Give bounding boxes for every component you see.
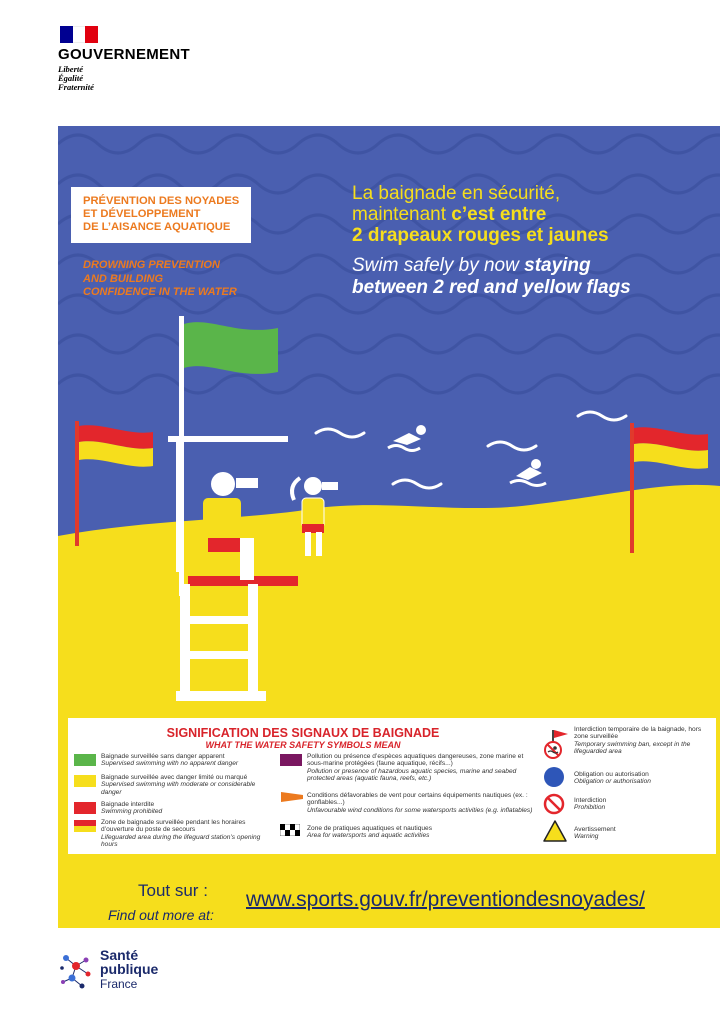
headline-fr-line3 xyxy=(352,225,609,246)
yellow-flag-swatch xyxy=(74,775,96,787)
legend-item-en: Lifeguarded area during the lifeguard station’s opening hours xyxy=(101,833,261,849)
legend-item-en: Area for watersports and aquatic activities xyxy=(307,832,430,840)
legend-item xyxy=(574,797,716,812)
headline-en-line2 xyxy=(352,277,631,299)
legend-item xyxy=(101,819,276,849)
sante-publique-france-network-icon xyxy=(58,948,94,994)
motto-egalite: Égalité xyxy=(58,73,84,83)
legend-item-fr: Baignade surveillée sans danger apparent xyxy=(101,753,225,760)
headline-fr-line2 xyxy=(352,204,609,225)
headline-en-line1-b: staying xyxy=(524,255,591,276)
legend-item-fr: Obligation ou autorisation xyxy=(574,771,649,778)
legend-item-fr: Conditions défavorables de vent pour certains équipements nautiques (ex. : gonflables...) xyxy=(307,792,528,807)
government-motto xyxy=(58,65,190,92)
legend-item-en: Unfavourable wind conditions for some watersports activities (e.g. inflatables) xyxy=(307,806,533,814)
legend-item-fr: Zone de pratiques aquatiques et nautiques xyxy=(307,825,433,832)
legend-item-en: Swimming prohibited xyxy=(101,808,163,816)
legend-item-en: Supervised swimming with no apparent danger xyxy=(101,760,239,768)
headline-en xyxy=(352,255,631,299)
legend-item-en: Pollution or presence of hazardous aquatic species, marine and seabed protected areas (aquatic fauna, reefs, etc.) xyxy=(307,767,517,783)
headline-fr-line1: La baignade en sécurité, xyxy=(352,183,561,204)
checkered-flag-icon xyxy=(280,824,300,836)
headline-en-line2-text: between 2 red and yellow flags xyxy=(352,277,631,298)
headline-fr-line2-b: c’est entre xyxy=(451,204,547,225)
temporary-swimming-ban-icon xyxy=(542,728,578,760)
spf-line2: publique xyxy=(100,961,159,977)
program-title-fr: PRÉVENTION DES NOYADES ET DÉVELOPPEMENT DE L’AISANCE AQUATIQUE xyxy=(83,195,240,233)
legend-item-en: Temporary swimming ban, except in the lifeguarded area xyxy=(574,740,691,756)
legend-item-en: Warning xyxy=(574,833,599,841)
headline-en-line1-a: Swim safely by now xyxy=(352,255,525,276)
sante-publique-france-name xyxy=(100,948,158,991)
legend-item-fr: Baignade surveillée avec danger limité ou marqué xyxy=(101,774,248,781)
find-out-more-fr: Tout sur : xyxy=(138,881,208,900)
prohibition-icon xyxy=(543,793,565,815)
spf-line1: Santé xyxy=(100,947,139,963)
windsock-icon xyxy=(280,790,304,804)
motto-liberte: Liberté xyxy=(58,64,84,74)
legend-item xyxy=(574,726,716,756)
legend-item xyxy=(307,753,539,783)
red-yellow-flag-swatch xyxy=(74,820,96,832)
warning-triangle-icon xyxy=(542,819,568,843)
red-flag-swatch xyxy=(74,802,96,814)
legend-item xyxy=(574,826,716,841)
headline-fr-line3-text: 2 drapeaux rouges et jaunes xyxy=(352,225,609,246)
legend-item-fr: Pollution ou présence d’espèces aquatiques dangereuses, zone marine et sous-marine protégées (faune aquatique, récifs...) xyxy=(307,753,524,768)
legend-item-en: Supervised swimming with moderate or considerable danger xyxy=(101,781,256,796)
legend-panel xyxy=(68,718,716,854)
legend-subtitle: WHAT THE WATER SAFETY SYMBOLS MEAN xyxy=(205,740,401,750)
motto-fraternite: Fraternité xyxy=(58,82,94,92)
legend-item-en: Prohibition xyxy=(574,804,606,812)
legend-item xyxy=(307,792,539,814)
legend-item xyxy=(101,774,266,796)
french-flag-icon xyxy=(60,26,98,43)
legend-item xyxy=(101,801,266,816)
legend-item-fr: Baignade interdite xyxy=(101,801,155,808)
government-name: GOUVERNEMENT xyxy=(58,46,190,63)
legend-item-fr: Avertissement xyxy=(574,826,616,833)
green-flag-swatch xyxy=(74,754,96,766)
poster xyxy=(58,126,720,928)
sand xyxy=(58,485,720,928)
government-logo xyxy=(58,26,190,92)
website-link[interactable]: www.sports.gouv.fr/preventiondesnoyades/ xyxy=(246,888,645,911)
legend-item-fr: Zone de baignade surveillée pendant les horaires d’ouverture du poste de secours xyxy=(101,819,246,834)
legend-title: SIGNIFICATION DES SIGNAUX DE BAIGNADE xyxy=(166,726,440,740)
headline-en-line1 xyxy=(352,255,631,277)
find-out-more-en: Find out more at: xyxy=(108,907,214,923)
blue-circle-icon xyxy=(543,766,565,788)
legend-item-en: Obligation or authorisation xyxy=(574,778,651,786)
program-title-en: DROWNING PREVENTION AND BUILDING CONFIDENCE IN THE WATER xyxy=(83,259,237,298)
legend-item xyxy=(574,771,716,786)
purple-flag-swatch xyxy=(280,754,302,766)
legend-item-fr: Interdiction xyxy=(574,797,607,804)
spf-line3: France xyxy=(100,977,138,991)
sante-publique-france-logo xyxy=(58,948,158,994)
headline-fr xyxy=(352,183,609,246)
headline-fr-line2-a: maintenant xyxy=(352,204,452,225)
legend-item-fr: Interdiction temporaire de la baignade, hors zone surveillée xyxy=(574,726,702,741)
legend-item xyxy=(101,753,266,768)
legend-item xyxy=(307,825,539,840)
program-title-box xyxy=(71,187,251,243)
